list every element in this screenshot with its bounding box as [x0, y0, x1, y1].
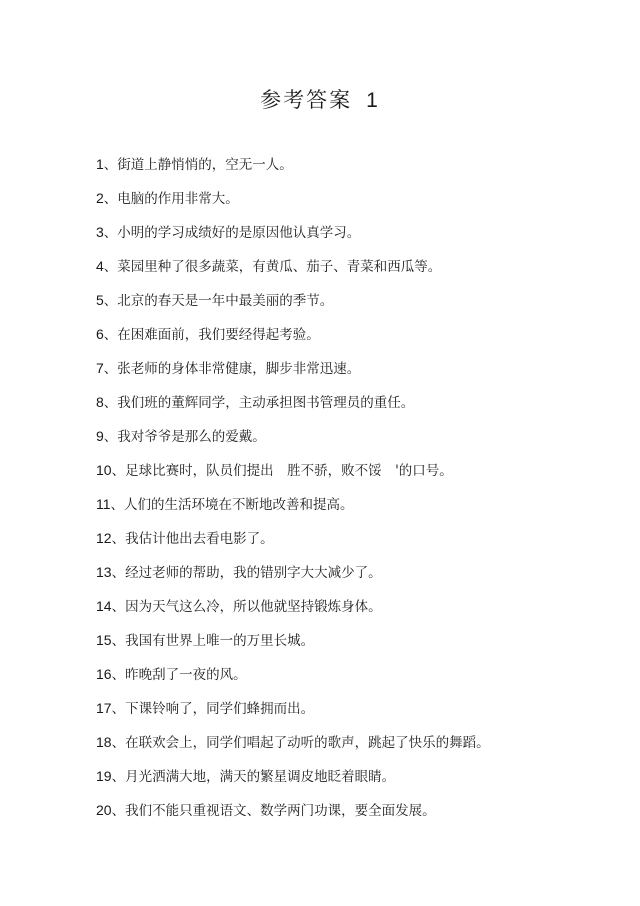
answer-item — [96, 426, 490, 460]
answer-number: 9 — [96, 428, 104, 444]
answer-number: 13 — [96, 564, 112, 580]
answer-item — [96, 290, 490, 324]
answer-text: 、人们的生活环境在不断地改善和提高。 — [110, 497, 354, 513]
answer-number: 3 — [96, 224, 104, 240]
answer-text: 、我国有世界上唯一的万里长城。 — [111, 633, 315, 649]
answer-number: 20 — [96, 802, 112, 818]
answer-text: 、在联欢会上，同学们唱起了动听的歌声，跳起了快乐的舞蹈。 — [111, 735, 490, 751]
answer-item — [96, 562, 490, 596]
answer-number: 1 — [96, 156, 104, 172]
answer-item — [96, 528, 490, 562]
title-text: 参考答案 — [260, 88, 353, 112]
answer-text: 、菜园里种了很多蔬菜，有黄瓜、茄子、青菜和西瓜等。 — [103, 259, 442, 275]
answer-item — [96, 154, 490, 188]
answer-text: 、电脑的作用非常大。 — [103, 191, 239, 207]
answer-number: 19 — [96, 768, 112, 784]
answer-number: 12 — [96, 530, 112, 546]
answer-item — [96, 732, 490, 766]
answer-item — [96, 256, 490, 290]
answer-item — [96, 766, 490, 800]
answer-item — [96, 596, 490, 630]
answer-item — [96, 188, 490, 222]
answer-number: 14 — [96, 598, 112, 614]
answer-number: 2 — [96, 190, 104, 206]
answer-item — [96, 494, 490, 528]
answer-number: 15 — [96, 632, 112, 648]
answer-number: 4 — [96, 258, 104, 274]
answer-number: 5 — [96, 292, 104, 308]
answer-item — [96, 392, 490, 426]
answer-text: 、我们不能只重视语文、数学两门功课，要全面发展。 — [111, 803, 436, 819]
answer-number: 6 — [96, 326, 104, 342]
answer-text: 、我估计他出去看电影了。 — [111, 531, 274, 547]
answer-text: 、街道上静悄悄的，空无一人。 — [103, 157, 293, 173]
answer-number: 10 — [96, 462, 112, 478]
title-number: 1 — [366, 89, 380, 112]
answer-item — [96, 324, 490, 358]
answer-text: 、月光洒满大地，满天的繁星调皮地眨着眼睛。 — [111, 769, 396, 785]
answer-text: 、我对爷爷是那么的爱戴。 — [103, 429, 266, 445]
answer-item — [96, 698, 490, 732]
answer-text: 、昨晚刮了一夜的风。 — [111, 667, 247, 683]
answer-item — [96, 630, 490, 664]
answer-item — [96, 358, 490, 392]
answer-number: 18 — [96, 734, 112, 750]
answer-number: 11 — [96, 496, 111, 512]
answer-text: 、在困难面前，我们要经得起考验。 — [103, 327, 320, 343]
answer-item — [96, 460, 490, 494]
answer-item — [96, 800, 490, 834]
answer-text: 、小明的学习成绩好的是原因他认真学习。 — [103, 225, 361, 241]
answer-text: 、经过老师的帮助，我的错别字大大减少了。 — [111, 565, 382, 581]
answer-number: 7 — [96, 360, 104, 376]
answer-text: 、我们班的董辉同学，主动承担图书管理员的重任。 — [103, 395, 415, 411]
answer-text: 、北京的春天是一年中最美丽的季节。 — [103, 293, 334, 309]
page-title — [0, 84, 640, 114]
answer-item — [96, 222, 490, 256]
answer-text: 、下课铃响了，同学们蜂拥而出。 — [111, 701, 315, 717]
answer-number: 17 — [96, 700, 112, 716]
answer-number: 16 — [96, 666, 112, 682]
answer-text: 、足球比赛时，队员们提出 胜不骄，败不馁 '的口号。 — [111, 463, 453, 479]
answer-text: 、张老师的身体非常健康，脚步非常迅速。 — [103, 361, 361, 377]
answer-list — [96, 154, 490, 834]
answer-item — [96, 664, 490, 698]
answer-number: 8 — [96, 394, 104, 410]
answer-text: 、因为天气这么冷，所以他就坚持锻炼身体。 — [111, 599, 382, 615]
